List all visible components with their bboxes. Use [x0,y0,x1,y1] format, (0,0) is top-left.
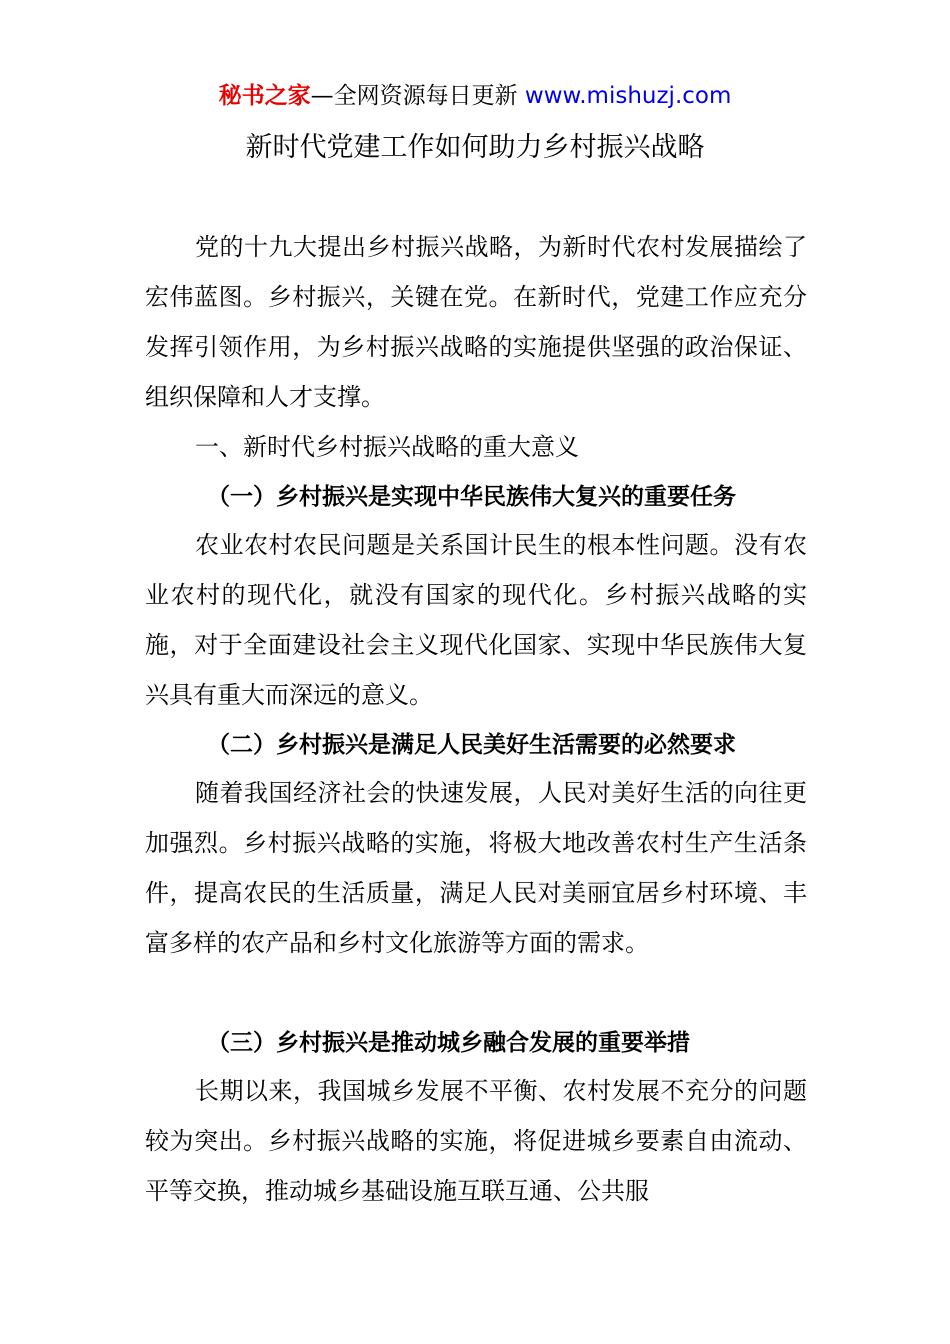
subsection-paragraph-3: 长期以来，我国城乡发展不平衡、农村发展不充分的问题较为突出。乡村振兴战略的实施，将促进城乡要素自由流动、平等交换，推动城乡基础设施互联互通、公共服 [145,1077,807,1205]
brand-name: 秘书之家 [218,83,311,109]
section-heading-1: 一、新时代乡村振兴战略的重大意义 [195,433,579,461]
document-title: 新时代党建工作如何助力乡村振兴战略 [245,132,705,163]
subsection-heading-2: （二）乡村振兴是满足人民美好生活需要的必然要求 [207,732,736,758]
intro-paragraph: 党的十九大提出乡村振兴战略，为新时代农村发展描绘了宏伟蓝图。乡村振兴，关键在党。在新时代，党建工作应充分发挥引领作用，为乡村振兴战略的实施提供坚强的政治保证、组织保障和人才支撑。 [145,233,807,411]
subsection-heading-1: （一）乡村振兴是实现中华民族伟大复兴的重要任务 [207,484,736,510]
subsection-paragraph-1: 农业农村农民问题是关系国计民生的根本性问题。没有农业农村的现代化，就没有国家的现代化。乡村振兴战略的实施，对于全面建设社会主义现代化国家、实现中华民族伟大复兴具有重大而深远的意义。 [145,531,807,709]
site-url-link[interactable]: www.mishuzj.com [524,83,732,109]
header-tagline: —全网资源每日更新 [310,83,518,109]
subsection-paragraph-2: 随着我国经济社会的快速发展，人民对美好生活的向往更加强烈。乡村振兴战略的实施，将极大地改善农村生产生活条件，提高农民的生活质量，满足人民对美丽宜居乡村环境、丰富多样的农产品和乡村文化旅游等方面的需求。 [145,779,807,957]
subsection-heading-3: （三）乡村振兴是推动城乡融合发展的重要举措 [207,1030,690,1056]
site-header [0,80,950,112]
